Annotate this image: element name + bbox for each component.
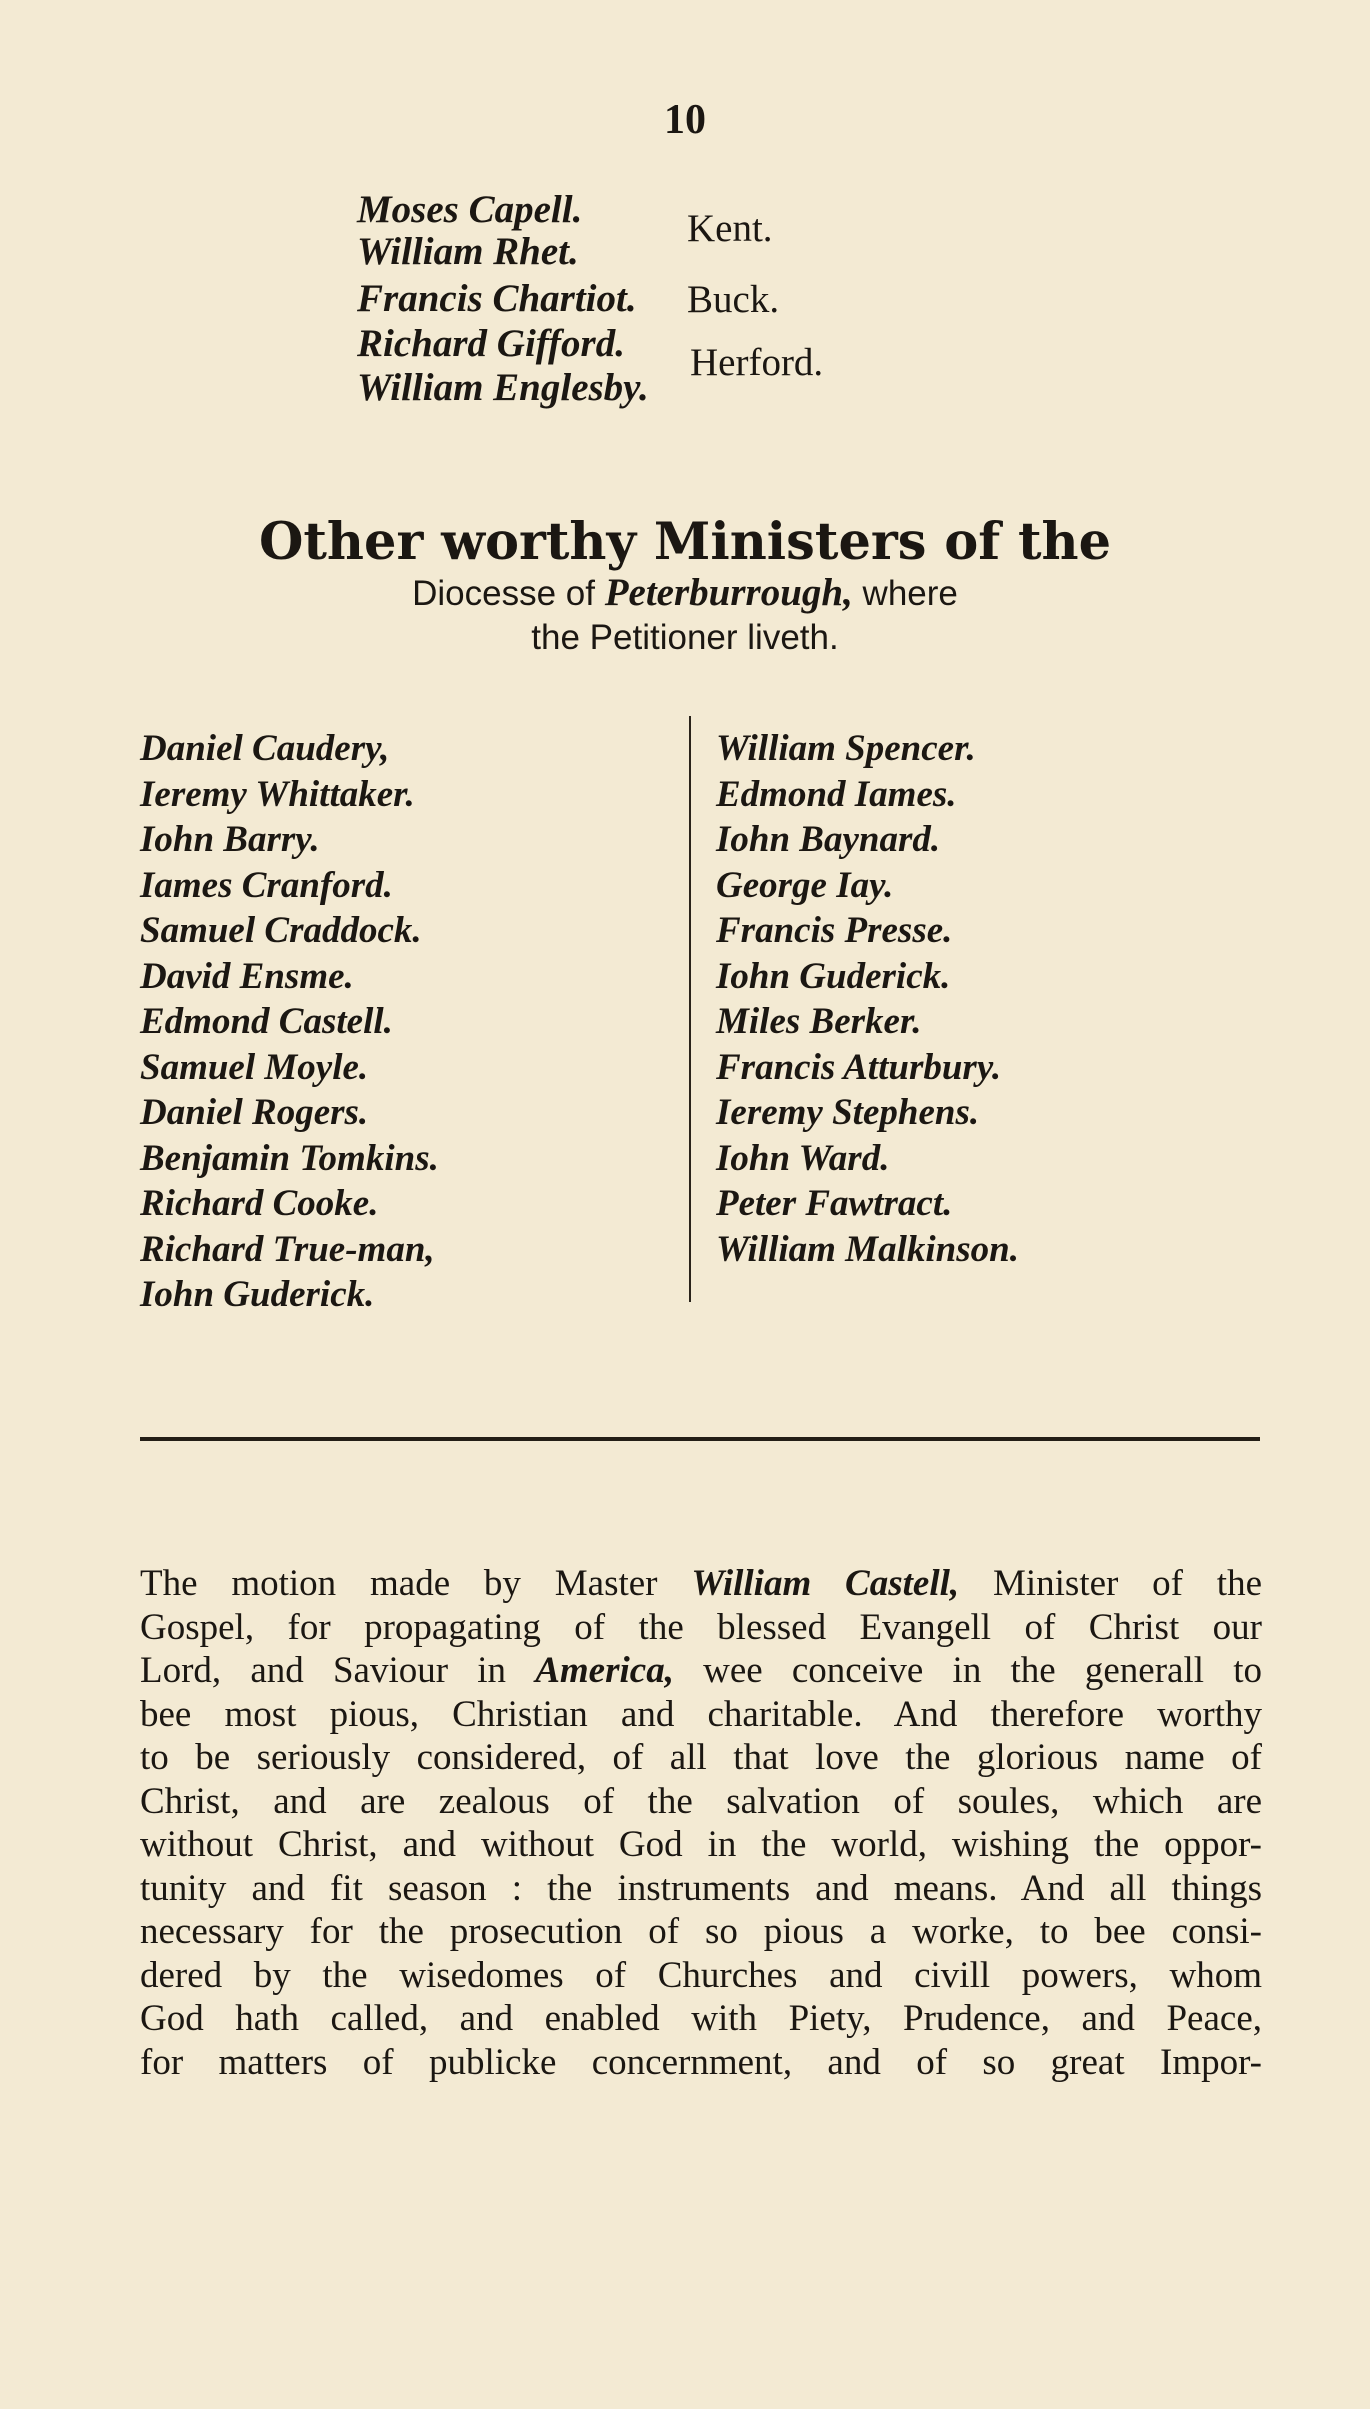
horizontal-rule	[140, 1437, 1260, 1441]
section-subheading	[0, 570, 1370, 615]
minister-name: Samuel Craddock.	[140, 910, 422, 951]
minister-name: William Englesby.	[357, 366, 649, 409]
diocese-name: Peterburrough,	[604, 571, 853, 614]
paragraph-line: Gospel, for propagating of the blessed Evangell of Christ our	[140, 1606, 1262, 1648]
paragraph-line: Christ, and are zealous of the salvation of soules, which are	[140, 1780, 1262, 1822]
ministers-right-column	[716, 726, 1019, 1272]
minister-name: Iohn Guderick.	[140, 1274, 375, 1315]
minister-name: Richard Cooke.	[140, 1183, 379, 1224]
minister-name: George Iay.	[716, 864, 894, 906]
minister-name: Ieremy Whittaker.	[140, 773, 415, 815]
minister-name: Iohn Baynard.	[716, 819, 941, 860]
minister-name: William Rhet.	[357, 230, 579, 273]
minister-name: Ieremy Stephens.	[716, 1092, 980, 1133]
section-subheading-line2: the Petitioner liveth.	[531, 618, 839, 657]
text-run: Minister of the	[959, 1563, 1263, 1604]
minister-name: Edmond Castell.	[140, 1001, 393, 1042]
minister-name: Francis Chartiot.	[357, 277, 637, 320]
minister-name: Moses Capell.	[357, 188, 583, 231]
text-run: The motion made by Master	[140, 1563, 692, 1604]
minister-name: Richard Gifford.	[357, 322, 625, 365]
minister-name: Francis Atturbury.	[716, 1046, 1002, 1088]
minister-name: William Spencer.	[716, 728, 976, 769]
paragraph-line: tunity and fit season : the instruments and means. And all things	[140, 1867, 1262, 1909]
minister-name: Benjamin Tomkins.	[140, 1137, 439, 1179]
paragraph-line: God hath called, and enabled with Piety, Prudence, and Peace,	[140, 1998, 1262, 2039]
paragraph-line	[140, 1562, 1262, 1606]
text-run: Lord, and Saviour in	[140, 1650, 536, 1691]
county-label: Buck.	[687, 278, 780, 321]
minister-name: Iohn Ward.	[716, 1137, 890, 1179]
subheading-suffix: where	[852, 574, 958, 613]
minister-name: Edmond Iames.	[716, 773, 957, 815]
minister-name: Samuel Moyle.	[140, 1046, 369, 1088]
text-run: wee conceive in the generall to	[673, 1650, 1262, 1691]
column-divider	[689, 716, 691, 1302]
minister-name: David Ensme.	[140, 955, 354, 997]
minister-name: Peter Fawtract.	[716, 1183, 953, 1224]
paragraph-line: to be seriously considered, of all that love the glorious name of	[140, 1737, 1262, 1778]
minister-name: Miles Berker.	[716, 1001, 922, 1042]
body-paragraph	[140, 1562, 1262, 2084]
paragraph-line: for matters of publicke concernment, and of so great Impor-	[140, 2041, 1262, 2083]
minister-name: William Malkinson.	[716, 1228, 1019, 1270]
minister-name: Daniel Caudery,	[140, 728, 390, 769]
subheading-prefix: Diocesse of	[412, 574, 605, 613]
paragraph-line: without Christ, and without God in the world, wishing the oppor-	[140, 1824, 1262, 1865]
paragraph-line	[140, 1649, 1262, 1693]
paragraph-line: necessary for the prosecution of so pious a worke, to bee consi-	[140, 1911, 1262, 1952]
minister-name: Richard True-man,	[140, 1228, 435, 1270]
section-heading: Other worthy Ministers of the	[258, 512, 1112, 572]
minister-name: Francis Presse.	[716, 910, 953, 951]
place-name: America,	[535, 1650, 674, 1691]
county-label: Kent.	[687, 207, 773, 250]
minister-name: Daniel Rogers.	[140, 1092, 369, 1133]
person-name: William Castell,	[691, 1563, 960, 1604]
minister-name: Iames Cranford.	[140, 864, 393, 906]
county-label: Herford.	[690, 341, 824, 384]
ministers-left-column	[140, 726, 439, 1318]
paragraph-line: bee most pious, Christian and charitable. And therefore worthy	[140, 1693, 1262, 1735]
page-number: 10	[664, 97, 706, 143]
minister-name: Iohn Guderick.	[716, 955, 951, 997]
minister-name: Iohn Barry.	[140, 819, 320, 860]
paragraph-line: dered by the wisedomes of Churches and civill powers, whom	[140, 1954, 1262, 1996]
